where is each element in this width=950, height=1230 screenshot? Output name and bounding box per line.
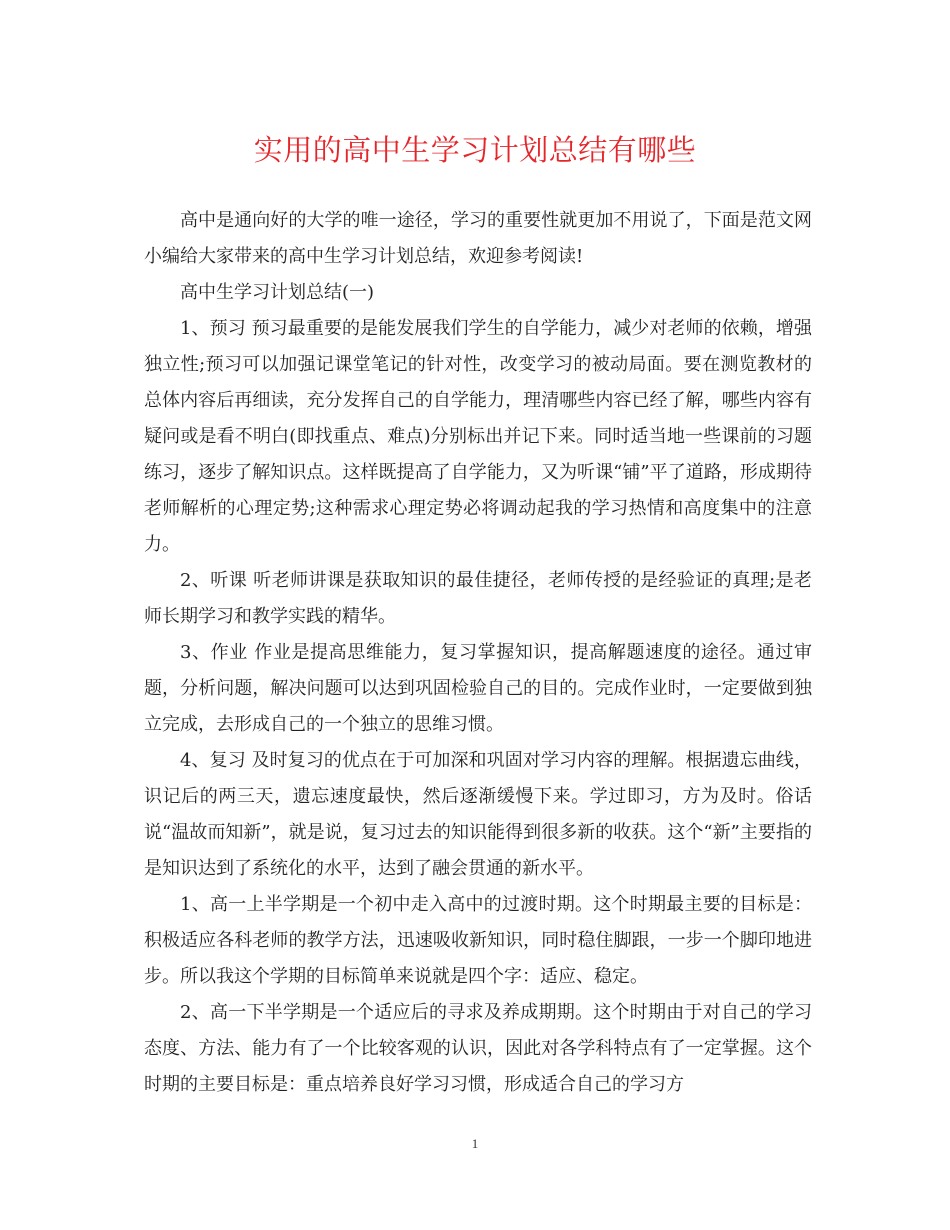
paragraph-listening: 2、听课 听老师讲课是获取知识的最佳捷径，老师传授的是经验证的真理;是老师长期学习和教学实践的精华。: [144, 570, 812, 627]
paragraph-homework: 3、作业 作业是提高思维能力，复习掌握知识，提高解题速度的途径。通过审题，分析问题，解决问题可以达到巩固检验自己的目的。完成作业时，一定要做到独立完成，去形成自己的一个独立的思维习惯。: [144, 642, 812, 735]
document-body: [144, 203, 812, 1103]
page-number: 1: [471, 1136, 479, 1151]
document-title: 实用的高中生学习计划总结有哪些: [253, 133, 697, 167]
paragraph-preview: 1、预习 预习最重要的是能发展我们学生的自学能力，减少对老师的依赖，增强独立性;预习可以加强记课堂笔记的针对性，改变学习的被动局面。要在测览教材的总体内容后再细读，充分发挥自己的自学能力，理清哪些内容已经了解，哪些内容有疑问或是看不明白(即找重点、难点)分别标出并记下来。同时适当地一些课前的习题练习，逐步了解知识点。这样既提高了自学能力，又为听课“铺”平了道路，形成期待老师解析的心理定势;这种需求心理定势必将调动起我的学习热情和高度集中的注意力。: [144, 318, 812, 555]
intro-paragraph: 高中是通向好的大学的唯一途径，学习的重要性就更加不用说了，下面是范文网小编给大家带来的高中生学习计划总结，欢迎参考阅读!: [144, 210, 812, 267]
paragraph-second-semester: 2、高一下半学期是一个适应后的寻求及养成期期。这个时期由于对自己的学习态度、方法、能力有了一个比较客观的认识，因此对各学科特点有了一定掌握。这个时期的主要目标是：重点培养良好学习习惯，形成适合自己的学习方: [144, 1002, 812, 1095]
paragraph-review: 4、复习 及时复习的优点在于可加深和巩固对学习内容的理解。根据遗忘曲线，识记后的两三天，遗忘速度最快，然后逐渐缓慢下来。学过即习，方为及时。俗话说“温故而知新”，就是说，复习过去的知识能得到很多新的收获。这个“新”主要指的是知识达到了系统化的水平，达到了融会贯通的新水平。: [144, 750, 812, 879]
paragraph-first-semester: 1、高一上半学期是一个初中走入高中的过渡时期。这个时期最主要的目标是：积极适应各科老师的教学方法，迅速吸收新知识，同时稳住脚跟，一步一个脚印地进步。所以我这个学期的目标简单来说就是四个字：适应、稳定。: [144, 894, 812, 987]
section-heading: 高中生学习计划总结(一): [180, 282, 375, 303]
